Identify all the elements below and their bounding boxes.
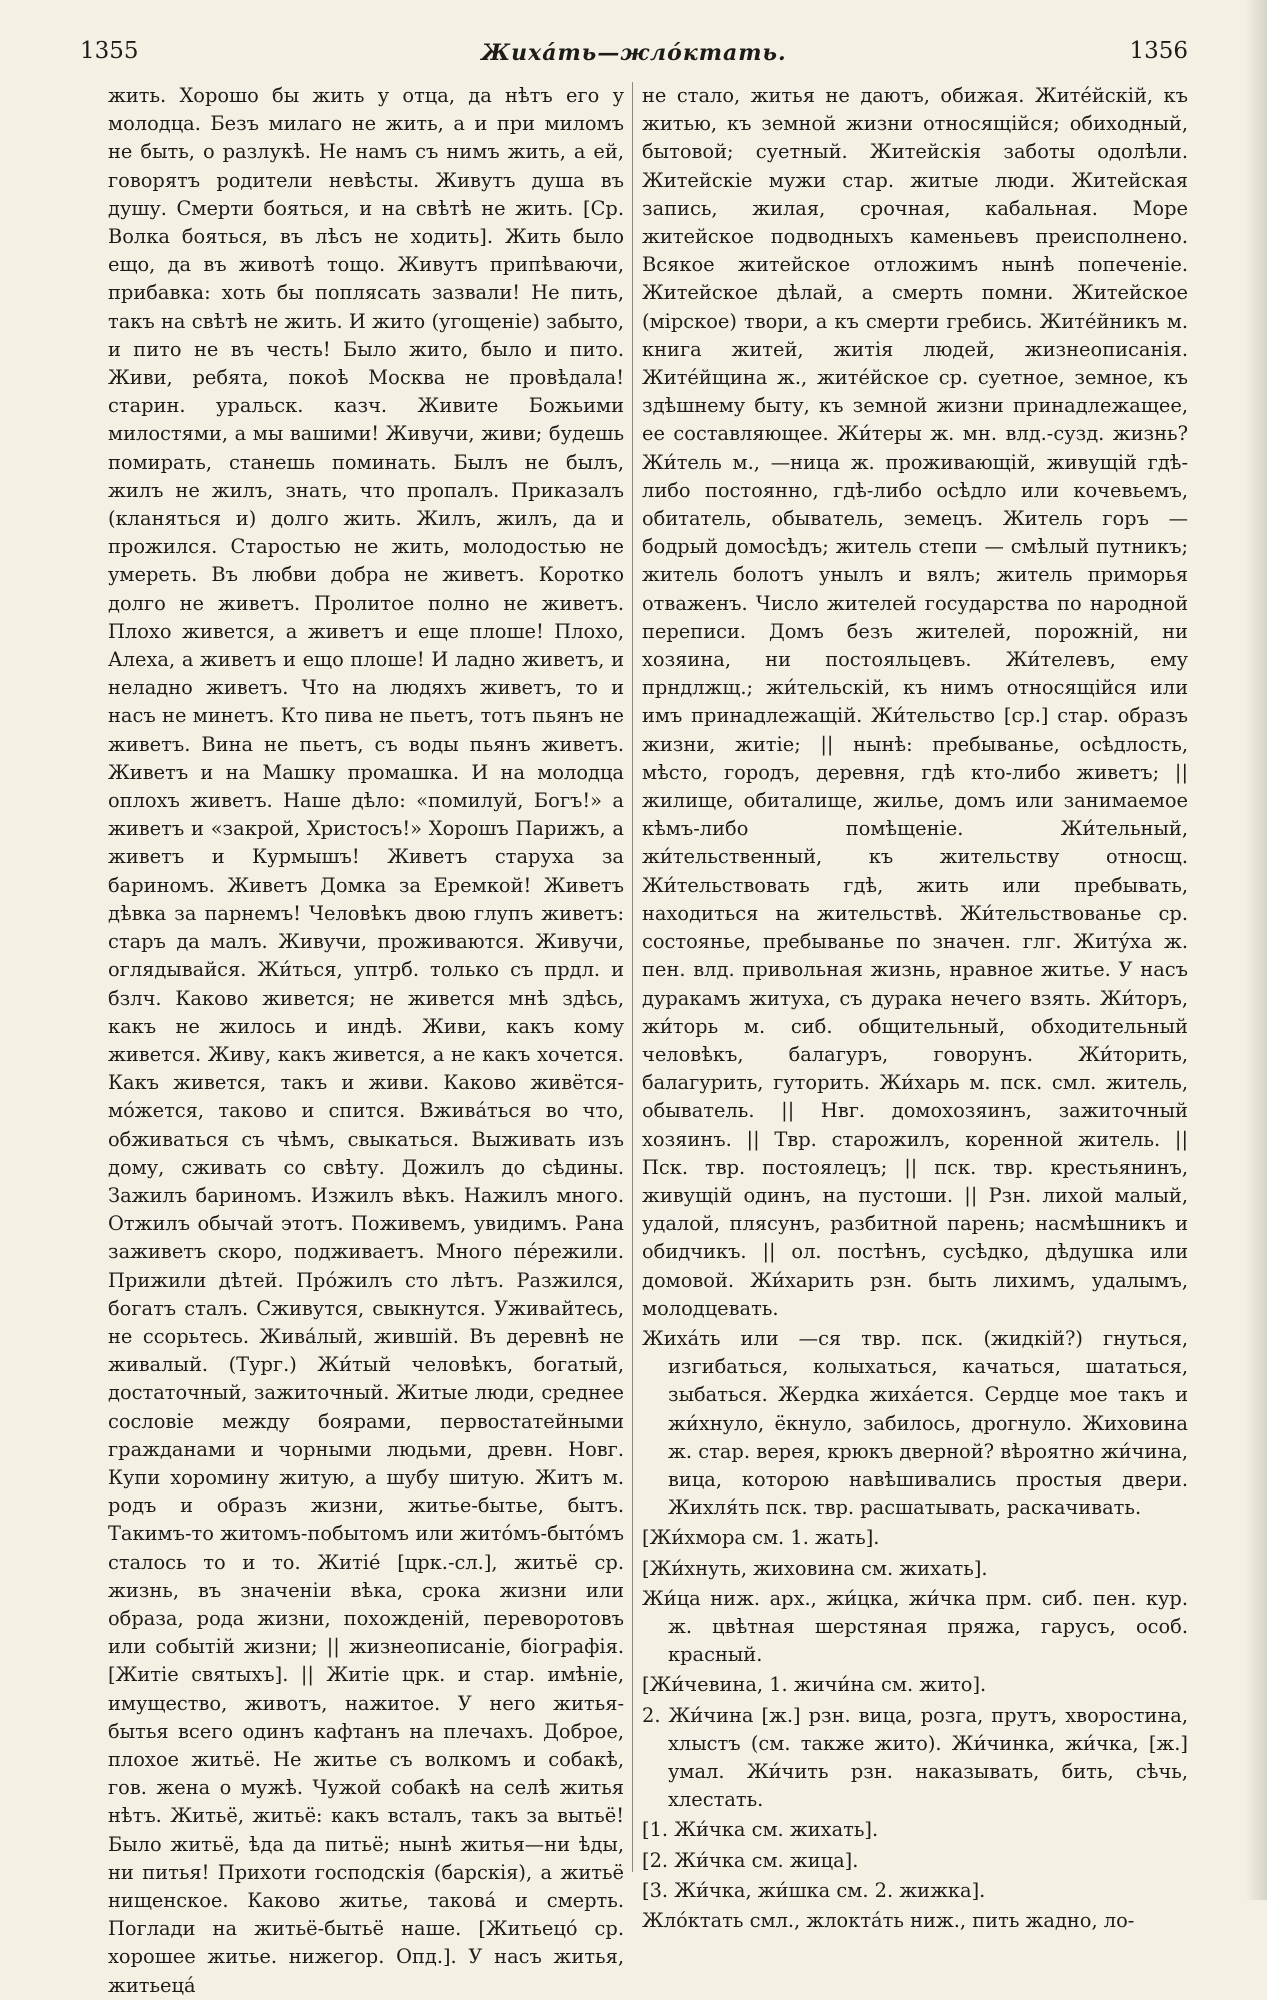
entry-zhichina: 2. Жи́чина [ж.] рзн. вица, розга, прутъ, хворостина, хлыстъ (см. также жито). Жи́чинка, жи́чка, [ж.] умал. Жи́чить рзн. наказывать, бить, сѣчь, хлестать. bbox=[642, 1703, 1188, 1812]
entry-zhichka-1: [1. Жи́чка см. жихать]. bbox=[642, 1818, 879, 1842]
entry-zhitelny: не стало, житья не даютъ, обижая. Житéйскій, къ житью, къ земной жизни относящійся; обиходный, бытовой; суетный. Житейскія заботы одолѣли. Житейскіе мужи стар. житые люди. Житейская запись, жилая, срочная, кабальная. Море житейское подводныхъ каменьевъ преисполнено. Всякое житейское отложимъ нынѣ попеченіе. Житейское дѣлай, а смерть помни. Житейское (мірское) твори, а къ смерти гребись. Житéйникъ м. книга житей, житія людей, жизнеописанія. Житéйщина ж., житéйское ср. суетное, земное, къ здѣшнему быту, къ земной жизни принадлежащее, ее составляющее. Жи́теры ж. мн. влд.-сузд. жизнь? Жи́тель м., —ница ж. проживающій, живущій гдѣ-либо постоянно, гдѣ-либо осѣдло или кочевьемъ, обитатель, обыватель, земецъ. Житель горъ — бодрый домосѣдъ; житель степи — смѣлый путникъ; житель болотъ унылъ и вялъ; житель приморья отваженъ. Число жителей государства по народной переписи. Домъ безъ жителей, порожній, ни хозяина, ни постояльцевъ. Жи́телевъ, ему прндлжщ.; жи́тельскій, къ нимъ относящійся или имъ принадлежащій. Жи́тельство [ср.] стар. образъ жизни, житіе; || нынѣ: пребыванье, осѣдлость, мѣсто, городъ, деревня, гдѣ кто-либо живетъ; || жилище, обиталище, жилье, домъ или занимаемое кѣмъ-либо помѣщеніе. Жи́тельный, жи́тельственный, къ жительству относщ. Жи́тельствовать гдѣ, жить или пребывать, находиться на жительствѣ. Жи́тельствованье ср. состоянье, пребыванье по значен. глг. Житýха ж. пен. влд. привольная жизнь, нравное житье. У насъ дуракамъ житуха, съ дурака нечего взять. Жи́торъ, жи́торь м. сиб. общительный, обходительный человѣкъ, балагуръ, говорунъ. Жи́торить, балагурить, гуторить. Жи́харь м. пск. смл. житель, обыватель. || Нвг. домохозяинъ, зажиточный хозяинъ. || Твр. старожилъ, коренной житель. || Пск. твр. постоялецъ; || пск. твр. крестьянинъ, живущій одинъ, на пустоши. || Рзн. лихой малый, удалой, плясунъ, разбитной парень; насмѣшникъ и обидчикъ. || ол. постѣнъ, сусѣдко, дѣдушка или домовой. Жи́харить рзн. быть лихимъ, удалымъ, молодцевать. bbox=[642, 84, 1188, 1320]
entry-zhichka-3: [3. Жи́чка, жи́шка см. 2. жижка]. bbox=[642, 1878, 986, 1902]
right-page-number: 1356 bbox=[1129, 38, 1188, 64]
entry-zhitsa: Жи́ца ниж. арх., жи́цка, жи́чка прм. сиб. пен. кур. ж. цвѣтная шерстяная пряжа, гарусъ, особ. красный. bbox=[642, 1586, 1188, 1667]
page-edge-shadow bbox=[1245, 0, 1267, 1900]
running-title: Жихáть—жлóктать. bbox=[481, 40, 787, 66]
left-page-number: 1355 bbox=[80, 38, 139, 64]
page-header bbox=[80, 38, 1188, 78]
right-column bbox=[642, 82, 1188, 1932]
left-column bbox=[108, 82, 624, 1997]
entry-zhichka-2: [2. Жи́чка см. жица]. bbox=[642, 1848, 859, 1872]
entry-zhichevina: [Жи́чевина, 1. жичи́на см. жито]. bbox=[642, 1673, 987, 1697]
entry-zhikhat: Жихáть или —ся твр. пск. (жидкій?) гнуться, изгибаться, колыхаться, качаться, шататься, зыбаться. Жердка жихáется. Сердце мое такъ и жи́хнуло, ёкнуло, забилось, дрогнуло. Жиховина ж. стар. верея, крюкъ дверной? вѣроятно жи́чина, вица, которою навѣшивались простыя двери. Жихля́ть пск. твр. расшатывать, раскачивать. bbox=[642, 1326, 1188, 1520]
entry-zhikhmora: [Жи́хмора см. 1. жать]. bbox=[642, 1526, 880, 1550]
entry-zhloktat: Жлóктать смл., жлоктáть ниж., пить жадно, ло- bbox=[642, 1909, 1135, 1932]
left-column-text: жить. Хорошо бы жить у отца, да нѣтъ его у молодца. Безъ милаго не жить, а и при миломъ не быть, о разлукѣ. Не намъ съ нимъ жить, а ей, говорятъ родители невѣсты. Живутъ душа въ душу. Смерти бояться, и на свѣтѣ не жить. [Ср. Волка бояться, въ лѣсъ не ходить]. Жить было ещо, да въ животѣ тощо. Живутъ припѣваючи, прибавка: хоть бы поплясать зазвали! Не пить, такъ на свѣтѣ не жить. И жито (угощеніе) забыто, и пито не въ честь! Было жито, было и пито. Живи, ребята, покоѣ Москва не провѣдала! старин. уральск. казч. Живите Божьими милостями, а мы вашими! Живучи, живи; будешь помирать, станешь поминать. Былъ не былъ, жилъ не жилъ, знать, что пропалъ. Приказалъ (кланяться и) долго жить. Жилъ, жилъ, да и прожился. Старостью не жить, молодостью не умереть. Въ любви добра не живетъ. Коротко долго не живетъ. Пролитое полно не живетъ. Плохо живется, а живетъ и еще плоше! Плохо, Алеха, а живетъ и ещо плоше! И ладно живетъ, и неладно живетъ. Что на людяхъ живетъ, то и насъ не минетъ. Кто пива не пьетъ, тотъ пьянъ не живетъ. Вина не пьетъ, съ воды пьянъ живетъ. Живетъ и на Машку промашка. И на молодца оплохъ живетъ. Наше дѣло: «помилуй, Богъ!» а живетъ и «закрой, Христосъ!» Хорошъ Парижъ, а живетъ и Курмышъ! Живетъ старуха за бариномъ. Живетъ Домка за Еремкой! Живетъ дѣвка за парнемъ! Человѣкъ двою глупъ живетъ: старъ да малъ. Живучи, проживаются. Живучи, оглядывайся. Жи́ться, уптрб. только съ прдл. и бзлч. Каково живется; не живется мнѣ здѣсь, какъ не жилось и индѣ. Живи, какъ кому живется. Живу, какъ живется, а не какъ хочется. Какъ живется, такъ и живи. Каково живётся-мóжется, таково и спится. Вживáться во что, обживаться съ чѣмъ, свыкаться. Выживать изъ дому, сживать со свѣту. Дожилъ до сѣдины. Зажилъ бариномъ. Изжилъ вѣкъ. Нажилъ много. Отжилъ обычай этотъ. Поживемъ, увидимъ. Рана заживетъ скоро, подживаетъ. Много пéрежили. Прижили дѣтей. Прóжилъ сто лѣтъ. Разжился, богатъ сталъ. Сживутся, свыкнутся. Уживайтесь, не ссорьтесь. Жива́лый, жившій. Въ деревнѣ не живалый. (Тург.) Жи́тый человѣкъ, богатый, достаточный, зажиточный. Житые люди, среднее сословіе между боярами, первостатейными гражданами и чорными людьми, древн. Новг. Купи хоромину житую, а шубу шитую. Житъ м. родъ и образъ жизни, житье-бытье, бытъ. Такимъ-то житомъ-побытомъ или житóмъ-бытóмъ сталось то и то. Житіé [црк.-сл.], житьё ср. жизнь, въ значеніи вѣка, срока жизни или образа, рода жизни, похожденій, переворотовъ или событій жизни; || жизнеописаніе, біографія. [Житіе святыхъ]. || Житіе црк. и стар. имѣніе, имущество, животъ, нажитое. У него житья-бытья всего одинъ кафтанъ на плечахъ. Доброе, плохое житьё. Не житье съ волкомъ и собакѣ, гов. жена о мужѣ. Чужой собакѣ на селѣ житья нѣтъ. Житьё, житьё: какъ всталъ, такъ за вытьё! Было житьё, ѣда да питьё; нынѣ житья—ни ѣды, ни питья! Прихоти господскія (барскія), а житьё нищенское. Каково житье, такова́ и смерть. Поглади на житьё-бытьё наше. [Житьецó ср. хорошее житье. нижегор. Опд.]. У насъ житья, житьецá bbox=[108, 84, 624, 1997]
column-divider bbox=[632, 82, 633, 1872]
entry-zhikhnut: [Жи́хнуть, жиховина см. жихать]. bbox=[642, 1556, 988, 1580]
